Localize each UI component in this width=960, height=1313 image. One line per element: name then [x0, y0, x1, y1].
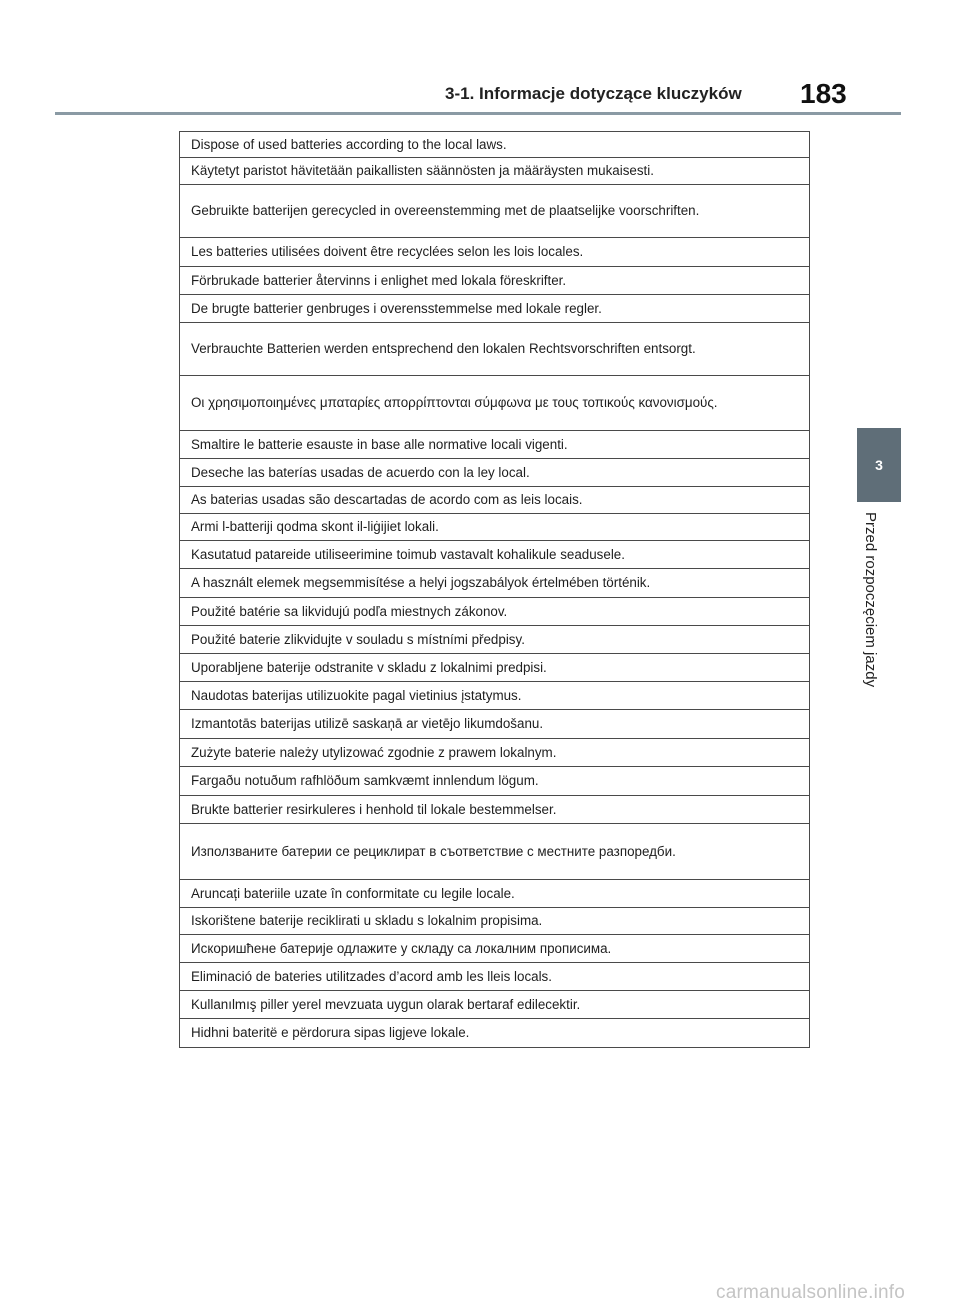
table-row — [180, 267, 810, 295]
table-row — [180, 682, 810, 710]
notice-sr: Искоришћене батерије одлажите у складу са локалним прописима. — [180, 935, 810, 963]
notice-hu: A használt elemek megsemmisítése a helyi jogszabályok értelmében történik. — [180, 569, 810, 598]
chapter-tab[interactable] — [857, 428, 901, 502]
notice-pl: Zużyte baterie należy utylizować zgodnie z prawem lokalnym. — [180, 739, 810, 767]
table-row — [180, 459, 810, 487]
chapter-title: Przed rozpoczęciem jazdy — [862, 512, 879, 688]
table-row — [180, 541, 810, 569]
table-row — [180, 963, 810, 991]
notice-lv: Izmantotās baterijas utilizē saskaņā ar vietējo likumdošanu. — [180, 710, 810, 739]
notice-el: Οι χρησιμοποιημένες μπαταρίες απορρίπτονται σύμφωνα με τους τοπικούς κανονισμούς. — [180, 376, 810, 431]
notice-da: De brugte batterier genbruges i overensstemmelse med lokale regler. — [180, 295, 810, 323]
table-row — [180, 514, 810, 541]
notice-nl: Gebruikte batterijen gerecycled in overeenstemming met de plaatselijke voorschriften. — [180, 185, 810, 238]
table-row — [180, 880, 810, 908]
battery-disposal-table — [179, 131, 810, 1048]
site-watermark: carmanualsonline.info — [716, 1282, 906, 1303]
table-row — [180, 796, 810, 824]
table-row — [180, 569, 810, 598]
table-row — [180, 238, 810, 267]
table-row — [180, 991, 810, 1019]
notice-tr: Kullanılmış piller yerel mevzuata uygun olarak bertaraf edilecektir. — [180, 991, 810, 1019]
notice-it: Smaltire le batterie esauste in base alle normative locali vigenti. — [180, 431, 810, 459]
table-row — [180, 739, 810, 767]
table-row — [180, 767, 810, 796]
notice-no: Brukte batterier resirkuleres i henhold til lokale bestemmelser. — [180, 796, 810, 824]
notice-bg: Използваните батерии се рециклират в съответствие с местните разпоредби. — [180, 824, 810, 880]
section-title: 3-1. Informacje dotyczące kluczyków — [445, 84, 742, 103]
table-row — [180, 598, 810, 626]
table-row — [180, 132, 810, 158]
table-row — [180, 824, 810, 880]
notice-es: Deseche las baterías usadas de acuerdo con la ley local. — [180, 459, 810, 487]
table-row — [180, 626, 810, 654]
notice-pt: As baterias usadas são descartadas de acordo com as leis locais. — [180, 487, 810, 514]
table-row — [180, 185, 810, 238]
notice-fi: Käytetyt paristot hävitetään paikallisten säännösten ja määräysten mukaisesti. — [180, 158, 810, 185]
notice-ro: Aruncați bateriile uzate în conformitate cu legile locale. — [180, 880, 810, 908]
notice-sk: Použité batérie sa likvidujú podľa miestnych zákonov. — [180, 598, 810, 626]
chapter-number: 3 — [875, 457, 883, 473]
notice-sl: Uporabljene baterije odstranite v skladu z lokalnimi predpisi. — [180, 654, 810, 682]
notice-ca: Eliminació de bateries utilitzades d’acord amb les lleis locals. — [180, 963, 810, 991]
notice-fr: Les batteries utilisées doivent être recyclées selon les lois locales. — [180, 238, 810, 267]
notice-lt: Naudotas baterijas utilizuokite pagal vietinius įstatymus. — [180, 682, 810, 710]
table-row — [180, 1019, 810, 1048]
table-row — [180, 295, 810, 323]
notice-cs: Použité baterie zlikvidujte v souladu s místními předpisy. — [180, 626, 810, 654]
table-row — [180, 710, 810, 739]
table-row — [180, 487, 810, 514]
table-row — [180, 158, 810, 185]
notice-sq: Hidhni bateritë e përdorura sipas ligjeve lokale. — [180, 1019, 810, 1048]
table-row — [180, 376, 810, 431]
table-row — [180, 908, 810, 935]
notice-et: Kasutatud patareide utiliseerimine toimub vastavalt kohalikule seadusele. — [180, 541, 810, 569]
header-rule — [55, 112, 901, 115]
table-row — [180, 323, 810, 376]
notice-en: Dispose of used batteries according to the local laws. — [180, 132, 810, 158]
table-row — [180, 935, 810, 963]
page-number: 183 — [800, 78, 847, 109]
notice-hr: Iskorištene baterije reciklirati u skladu s lokalnim propisima. — [180, 908, 810, 935]
table-row — [180, 654, 810, 682]
notice-mt: Armi l-batteriji qodma skont il-liġijiet lokali. — [180, 514, 810, 541]
notice-sv: Förbrukade batterier återvinns i enlighet med lokala föreskrifter. — [180, 267, 810, 295]
notice-de: Verbrauchte Batterien werden entsprechend den lokalen Rechtsvorschriften entsorgt. — [180, 323, 810, 376]
notice-is: Fargaðu notuðum rafhlöðum samkvæmt innlendum lögum. — [180, 767, 810, 796]
table-row — [180, 431, 810, 459]
